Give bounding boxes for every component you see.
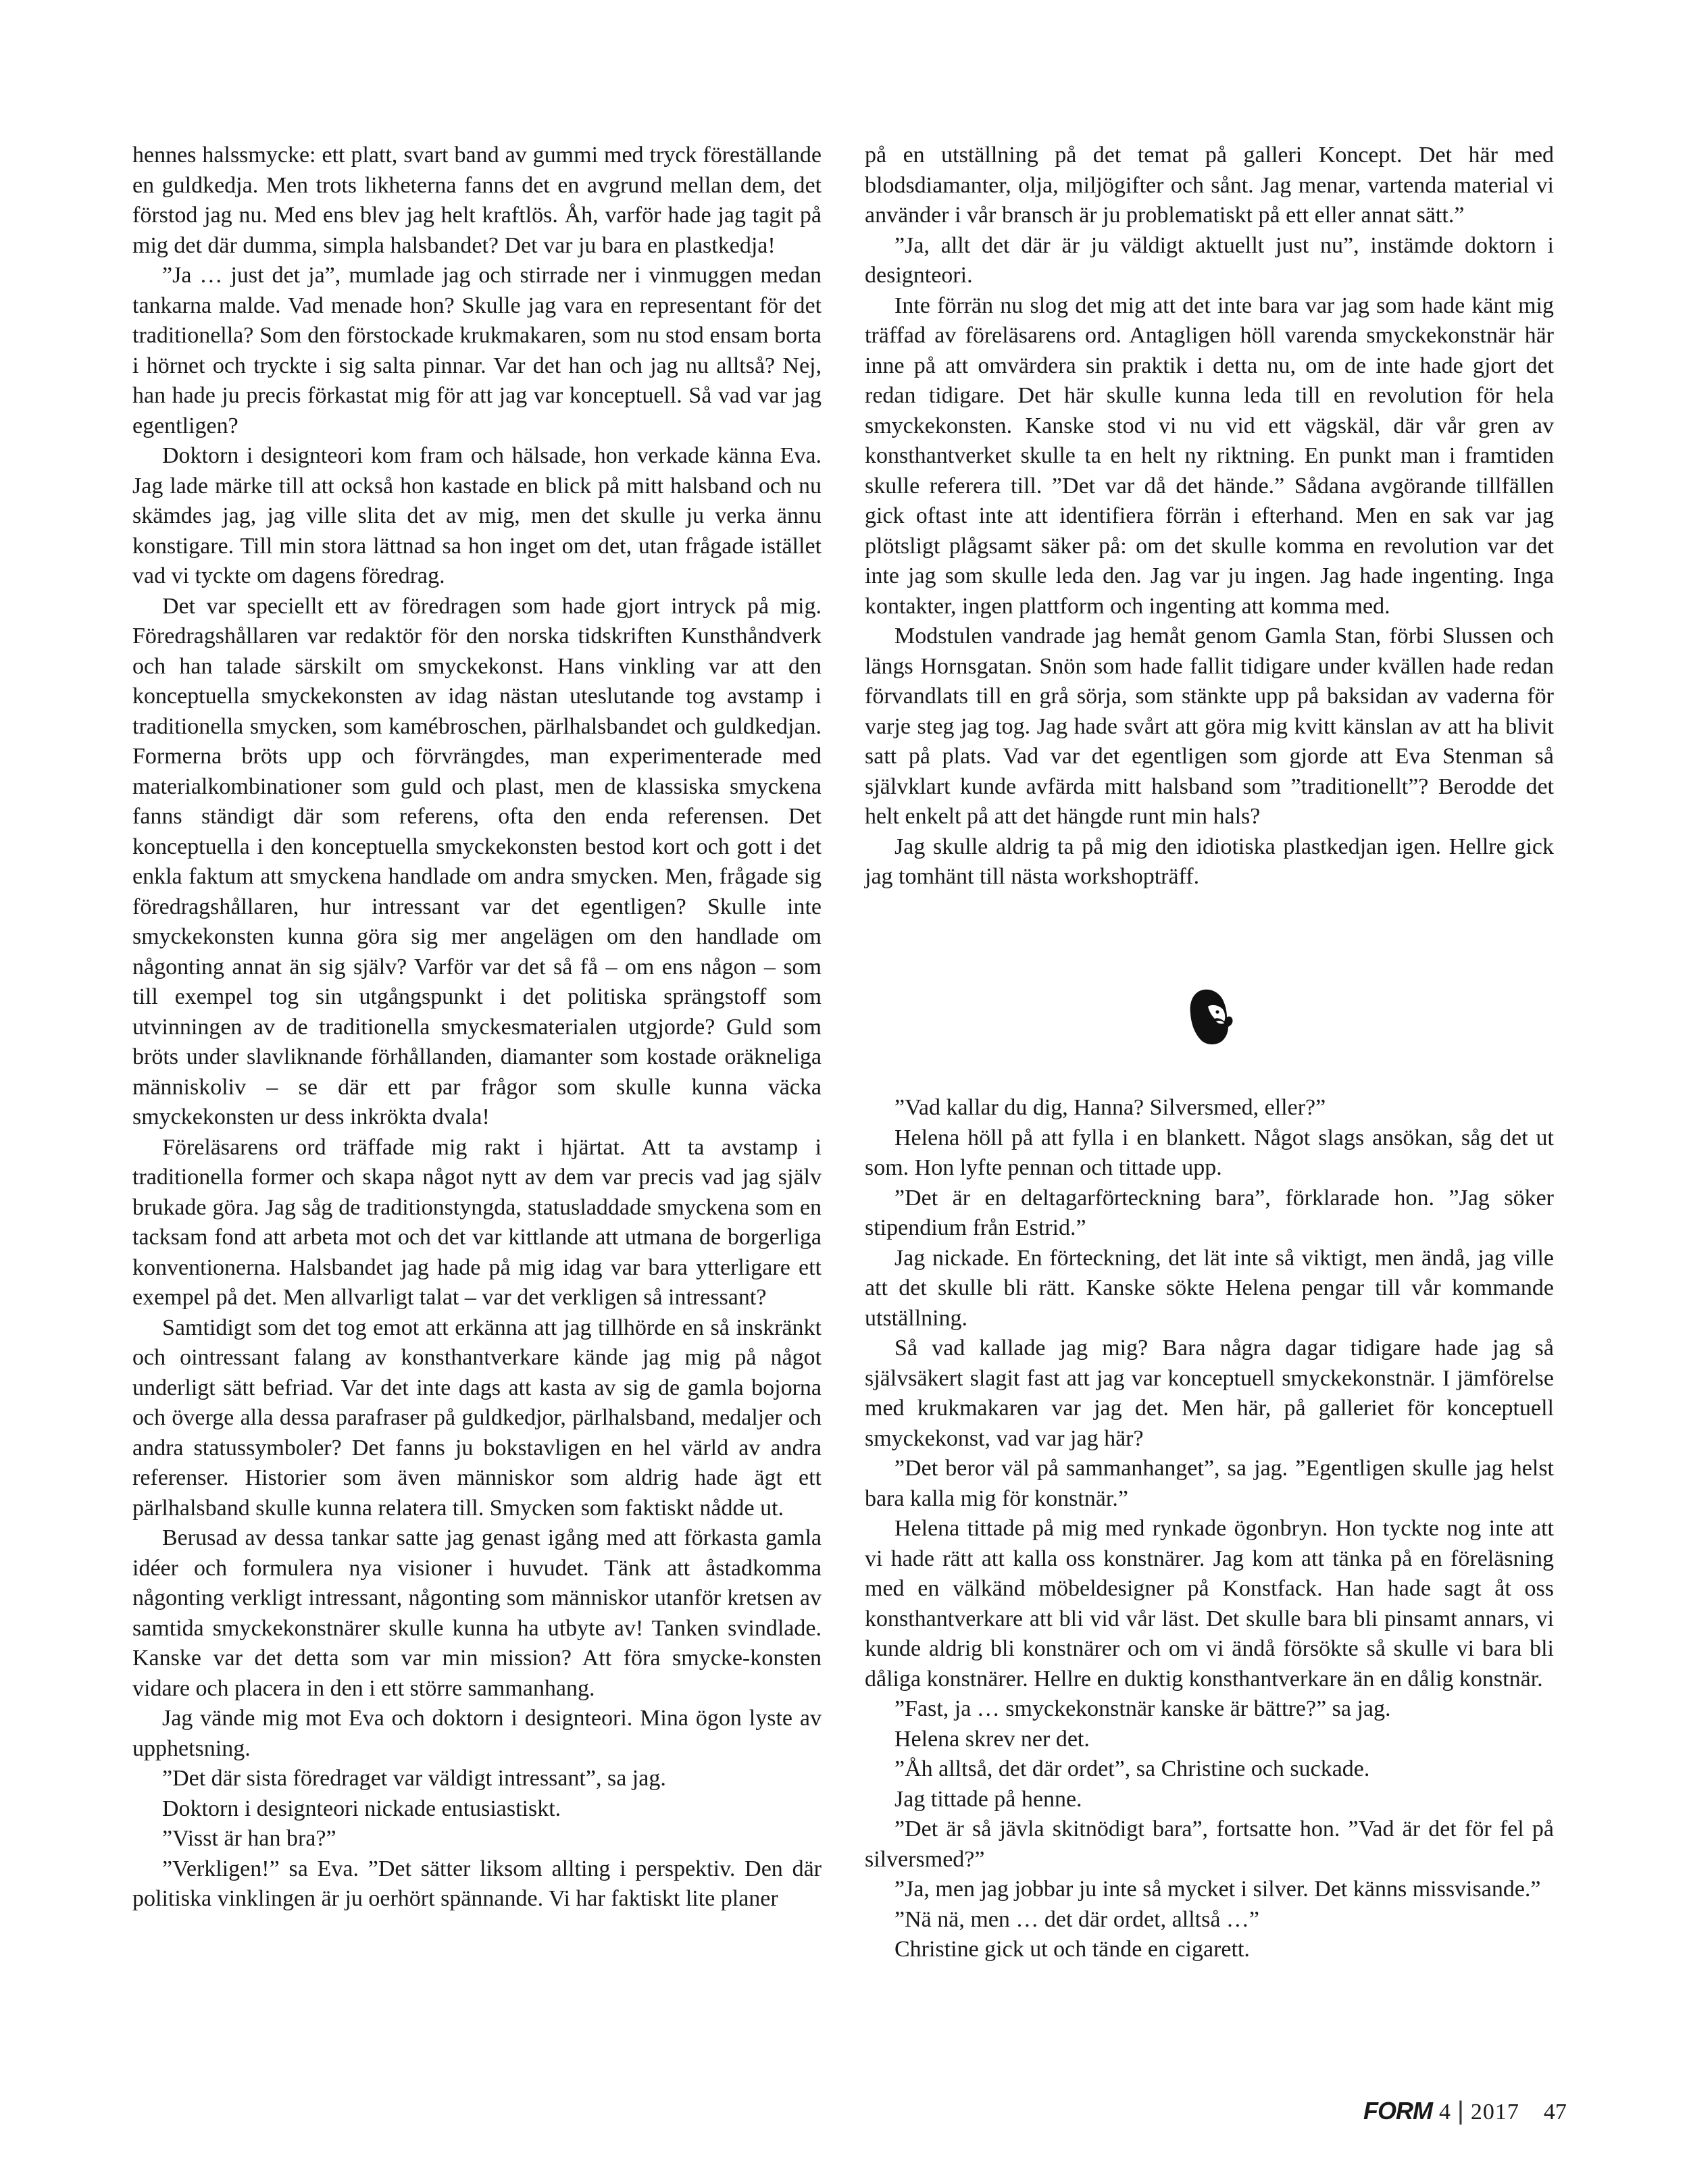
- paragraph: Jag nickade. En förteckning, det lät inte så viktigt, men ändå, jag ville att det skulle bli rätt. Kanske sökte Helena pengar till vår kommande utställning.: [865, 1245, 1554, 1331]
- paragraph: Berusad av dessa tankar satte jag genast igång med att förkasta gamla idéer och formulera nya visioner i huvudet. Tänk att åstadkomma någonting verkligt intressant, någonting som människor utanför kretsen av samtida smyckekonstnärer skulle kunna ha utbyte av! Tanken svindlade. Kanske var det detta som var min mission? Att föra smycke-konsten vidare och placera in den i ett större sammanhang.: [132, 1525, 822, 1701]
- paragraph: på en utställning på det temat på galleri Koncept. Det här med blodsdiamanter, olja, miljögifter och sånt. Jag menar, vartenda material vi använder i vår bransch är ju problematiskt på ett eller annat sätt.”: [865, 143, 1554, 228]
- paragraph: ”Åh alltså, det där ordet”, sa Christine och suckade.: [894, 1756, 1370, 1781]
- paragraph: ”Det beror väl på sammanhanget”, sa jag. ”Egentligen skulle jag helst bara kalla mig för konstnär.”: [865, 1456, 1554, 1511]
- paragraph: Doktorn i designteori nickade entusiastiskt.: [162, 1796, 561, 1821]
- footer-separator: |: [1457, 2097, 1464, 2125]
- page-footer: [1363, 2097, 1566, 2131]
- paragraph: Helena tittade på mig med rynkade ögonbryn. Hon tyckte nog inte att vi hade rätt att kalla oss konstnärer. Jag kom att tänka på en föreläsning med en välkänd möbeldesigner på Konstfack. Han hade sagt åt oss konsthantverkare att bli vid vår läst. Det skulle bara bli pinsamt annars, vi kunde aldrig bli konstnärer och om vi ändå försökte så skulle vi bara bli dåliga konstnärer. Hellre en duktig konsthantverkare än en dålig konstnär.: [865, 1516, 1554, 1692]
- bearded-face-icon: [1188, 986, 1235, 1047]
- paragraph: ”Ja … just det ja”, mumlade jag och stirrade ner i vinmuggen medan tankarna malde. Vad menade hon? Skulle jag vara en representant för det traditionella? Som den förstockade krukmakaren, som nu stod ensam borta i hörnet och tryckte i sig salta pinnar. Var det han och jag nu alltså? Nej, han hade ju precis förkastat mig för att jag var konceptuell. Så vad var jag egentligen?: [132, 263, 822, 438]
- paragraph: ”Nä nä, men … det där ordet, alltså …”: [894, 1906, 1260, 1932]
- paragraph: Inte förrän nu slog det mig att det inte bara var jag som hade känt mig träffad av föreläsarens ord. Antagligen höll varenda smyckekonstnär här inne på att omvärdera sin praktik i detta nu, om de inte hade gjort det redan tidigare. Det här skulle kunna leda till en revolution för hela smyckekonsten. Kanske stod vi nu vid ett vägskäl, där vår gren av konsthantverket skulle ta en helt ny riktning. En punkt man i framtiden skulle referera till. ”Det var då det hände.” Sådana avgörande tillfällen gick oftast inte att identifiera förrän i efterhand. Men en sak var jag plötsligt plågsamt säker på: om det skulle komma en revolution var det inte jag som skulle leda den. Jag var ju ingen. Jag hade ingenting. Inga kontakter, ingen plattform och ingenting att komma med.: [865, 293, 1554, 619]
- paragraph: Samtidigt som det tog emot att erkänna att jag tillhörde en så inskränkt och ointressant falang av konsthantverkare kände jag mig på något underligt sätt befriad. Var det inte dags att kasta av sig de gamla bojorna och överge alla dessa parafraser på guldkedjor, pärlhalsband, medaljer och andra statussymboler? Det fanns ju bokstavligen en hel värld av andra referenser. Historier som även människor som aldrig hade ägt ett pärlhalsband skulle kunna relatera till. Smycken som faktiskt nådde ut.: [132, 1315, 822, 1521]
- paragraph: ”Fast, ja … smyckekonstnär kanske är bättre?” sa jag.: [894, 1696, 1391, 1721]
- paragraph: Jag skulle aldrig ta på mig den idiotiska plastkedjan igen. Hellre gick jag tomhänt till nästa workshopträff.: [865, 834, 1554, 889]
- magazine-logo: FORM: [1363, 2097, 1432, 2125]
- issue-number: 4: [1438, 2100, 1451, 2125]
- paragraph: ”Visst är han bra?”: [162, 1826, 336, 1851]
- paragraph: Jag vände mig mot Eva och doktorn i designteori. Mina ögon lyste av upphetsning.: [132, 1706, 822, 1761]
- paragraph: Modstulen vandrade jag hemåt genom Gamla Stan, förbi Slussen och längs Hornsgatan. Snön som hade fallit tidigare under kvällen hade redan förvandlats till en grå sörja, som stänkte upp på baksidan av vaderna för varje steg jag tog. Jag hade svårt att göra mig kvitt känslan av att ha blivit satt på plats. Vad var det egentligen som gjorde att Eva Stenman så självklart kunde avfärda mitt halsband som ”traditionellt”? Berodde det helt enkelt på att det hängde runt min hals?: [865, 624, 1554, 829]
- paragraph: hennes halssmycke: ett platt, svart band av gummi med tryck föreställande en guldkedja. Men trots likheterna fanns det en avgrund mellan dem, det förstod jag nu. Med ens blev jag helt kraftlös. Åh, varför hade jag tagit på mig det där dumma, simpla halsbandet? Det var ju bara en plastkedja!: [132, 143, 822, 258]
- paragraph: Jag tittade på henne.: [894, 1786, 1082, 1812]
- page-number: 47: [1543, 2100, 1567, 2125]
- paragraph: ”Vad kallar du dig, Hanna? Silversmed, eller?”: [894, 1095, 1326, 1120]
- paragraph: ”Det är en deltagarförteckning bara”, förklarade hon. ”Jag söker stipendium från Estrid.”: [865, 1185, 1554, 1240]
- paragraph: Helena höll på att fylla i en blankett. Något slags ansökan, såg det ut som. Hon lyfte pennan och tittade upp.: [865, 1125, 1554, 1180]
- paragraph: Christine gick ut och tände en cigarett.: [894, 1937, 1250, 1962]
- paragraph: ”Verkligen!” sa Eva. ”Det sätter liksom allting i perspektiv. Den där politiska vinklingen är ju oerhört spännande. Vi har faktiskt lite planer: [132, 1856, 822, 1911]
- paragraph: ”Ja, men jag jobbar ju inte så mycket i silver. Det känns missvisande.”: [894, 1877, 1541, 1902]
- right-column-top: [865, 141, 1554, 892]
- issue-year: 2017: [1470, 2100, 1519, 2125]
- right-column-bottom: [865, 1093, 1554, 1965]
- paragraph: Helena skrev ner det.: [894, 1726, 1090, 1752]
- paragraph: Doktorn i designteori kom fram och hälsade, hon verkade känna Eva. Jag lade märke till att också hon kastade en blick på mitt halsband och nu skämdes jag, jag ville slita det av mig, men det skulle ju verka ännu konstigare. Till min stora lättnad sa hon inget om det, utan frågade istället vad vi tyckte om dagens föredrag.: [132, 443, 822, 588]
- paragraph: Det var speciellt ett av föredragen som hade gjort intryck på mig. Föredragshållaren var redaktör för den norska tidskriften Kunsthåndverk och han talade särskilt om smyckekonst. Hans vinkling var att den konceptuella smyckekonsten av idag nästan uteslutande tog avstamp i traditionella smycken, som kamébroschen, pärlhalsbandet och guldkedjan. Formerna bröts upp och förvrängdes, man experimenterade med materialkombinationer som guld och plast, men de klassiska smyckena fanns ständigt där som referens, ofta den enda referensen. Det konceptuella i den konceptuella smyckekonsten bestod kort och gott i det enkla faktum att smyckena handlade om andra smycken. Men, frågade sig föredragshållaren, hur intressant var det egentligen? Skulle inte smyckekonsten kunna göra sig mer angelägen om den handlade om någonting annat än sig själv? Varför var det så få – om ens någon – som till exempel tog sin utgångspunkt i det politiska sprängstoff som utvinningen av de traditionella smyckesmaterialen utgjorde? Guld som bröts under slavliknande förhållanden, diamanter som kostade oräkneliga människoliv – se där ett par frågor som skulle kunna väcka smyckekonsten ur dess inkrökta dvala!: [132, 593, 822, 1129]
- paragraph: Så vad kallade jag mig? Bara några dagar tidigare hade jag så självsäkert slagit fast att jag var konceptuell smyckekonstnär. I jämförelse med krukmakaren var jag det. Men här, på galleriet för konceptuell smyckekonst, vad var jag här?: [865, 1336, 1554, 1451]
- paragraph: Föreläsarens ord träffade mig rakt i hjärtat. Att ta avstamp i traditionella former och skapa något nytt av dem var precis vad jag själv brukade göra. Jag såg de traditionstyngda, statusladdade smyckena som en tacksam fond att arbeta mot och det var kittlande att utmana de borgerliga konventionerna. Halsbandet jag hade på mig idag var bara ytterligare ett exempel på det. Men allvarligt talat – var det verkligen så intressant?: [132, 1134, 822, 1310]
- paragraph: ”Det är så jävla skitnödigt bara”, fortsatte hon. ”Vad är det för fel på silversmed?”: [865, 1817, 1554, 1872]
- paragraph: ”Det där sista föredraget var väldigt intressant”, sa jag.: [162, 1766, 666, 1791]
- left-column: [132, 141, 822, 1914]
- paragraph: ”Ja, allt det där är ju väldigt aktuellt just nu”, instämde doktorn i designteori.: [865, 232, 1554, 288]
